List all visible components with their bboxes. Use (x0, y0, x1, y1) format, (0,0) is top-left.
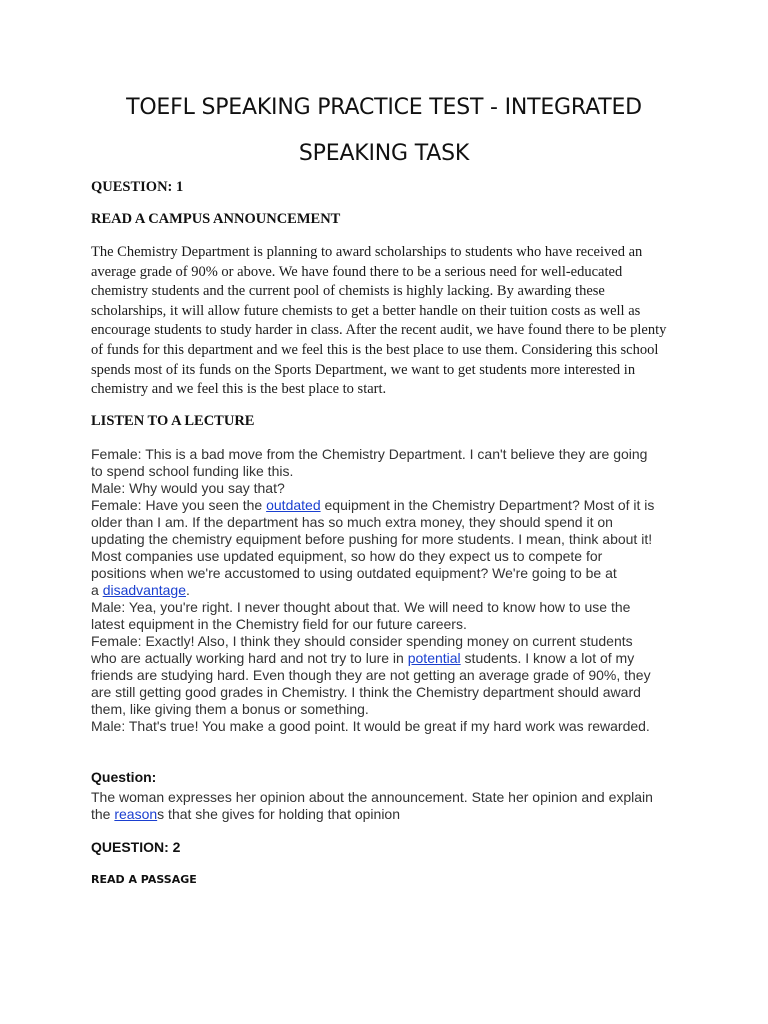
question-label: Question: (91, 769, 157, 785)
announcement-paragraph (91, 243, 691, 400)
lecture-line: to spend school funding like this. (91, 463, 294, 479)
announcement-line: spends most of its funds on the Sports Department, we want to get students more interested in (91, 361, 636, 378)
lecture-line: them, like giving them a bonus or something. (91, 701, 369, 717)
announcement-line: chemistry and we feel this is the best place to start. (91, 381, 387, 398)
listen-lecture-heading: LISTEN TO A LECTURE (91, 413, 255, 429)
question-line (91, 806, 691, 823)
title-line-1: TOEFL SPEAKING PRACTICE TEST - INTEGRATED (126, 95, 642, 120)
question-prompt (91, 789, 691, 823)
link-disadvantage[interactable]: disadvantage (102, 582, 186, 598)
lecture-line: Female: Exactly! Also, I think they should consider spending money on current students (91, 633, 633, 649)
announcement-line: The Chemistry Department is planning to award scholarships to students who have received an (91, 244, 643, 260)
lecture-line: updating the chemistry equipment before pushing for more students. I mean, think about it! (91, 531, 653, 547)
read-announcement-heading: READ A CAMPUS ANNOUNCEMENT (91, 211, 341, 227)
lecture-line (91, 582, 691, 599)
lecture-line: Male: That's true! You make a good point. It would be great if my hard work was rewarded. (91, 718, 650, 734)
lecture-text: who are actually working hard and not try to lure in (91, 650, 408, 666)
lecture-text: equipment in the Chemistry Department? Most of it is (320, 497, 655, 513)
lecture-line: Male: Yea, you're right. I never thought about that. We will need to know how to use the (91, 599, 631, 615)
lecture-line: Male: Why would you say that? (91, 480, 285, 496)
lecture-line: are still getting good grades in Chemistry. I think the Chemistry department should award (91, 684, 641, 700)
question-1-heading: QUESTION: 1 (91, 179, 184, 195)
link-outdated[interactable]: outdated (266, 497, 321, 513)
announcement-line: chemistry students and the current pool of chemists is highly lacking. By awarding these (91, 283, 605, 300)
lecture-line: older than I am. If the department has so much extra money, they should spend it on (91, 514, 613, 530)
lecture-line (91, 497, 691, 514)
lecture-line: latest equipment in the Chemistry field for our future careers. (91, 616, 467, 632)
question-text: the (91, 806, 115, 822)
announcement-line: of funds for this department and we feel this is the best place to use them. Considering this school (91, 341, 659, 358)
lecture-transcript (91, 446, 691, 735)
lecture-text: a (91, 582, 103, 598)
lecture-line: friends are studying hard. Even though they are not getting an average grade of 90%, they (91, 667, 651, 683)
page-title (60, 85, 708, 177)
lecture-line: Most companies use updated equipment, so how do they expect us to compete for (91, 548, 603, 564)
lecture-text: . (185, 582, 190, 598)
announcement-line: average grade of 90% or above. We have found there to be a serious need for well-educated (91, 263, 623, 280)
question-text: s that she gives for holding that opinion (157, 806, 400, 822)
lecture-line: positions when we're accustomed to using outdated equipment? We're going to be at (91, 565, 617, 581)
link-reason[interactable]: reason (114, 806, 158, 822)
lecture-line (91, 650, 691, 667)
announcement-line: scholarships, it will allow future chemists to get a better handle on their tuition costs as well as (91, 302, 641, 319)
title-line-2: SPEAKING TASK (298, 141, 470, 166)
lecture-text: students. I know a lot of my (460, 650, 635, 666)
question-line: The woman expresses her opinion about the announcement. State her opinion and explain (91, 789, 653, 805)
lecture-text: Female: Have you seen the (91, 497, 267, 513)
read-passage-heading: READ A PASSAGE (91, 873, 197, 886)
link-potential[interactable]: potential (407, 650, 461, 666)
lecture-line: Female: This is a bad move from the Chemistry Department. I can't believe they are going (91, 446, 648, 462)
announcement-line: encourage students to study harder in class. After the recent audit, we have found there to be plenty (91, 322, 667, 339)
question-2-heading: QUESTION: 2 (91, 839, 181, 855)
